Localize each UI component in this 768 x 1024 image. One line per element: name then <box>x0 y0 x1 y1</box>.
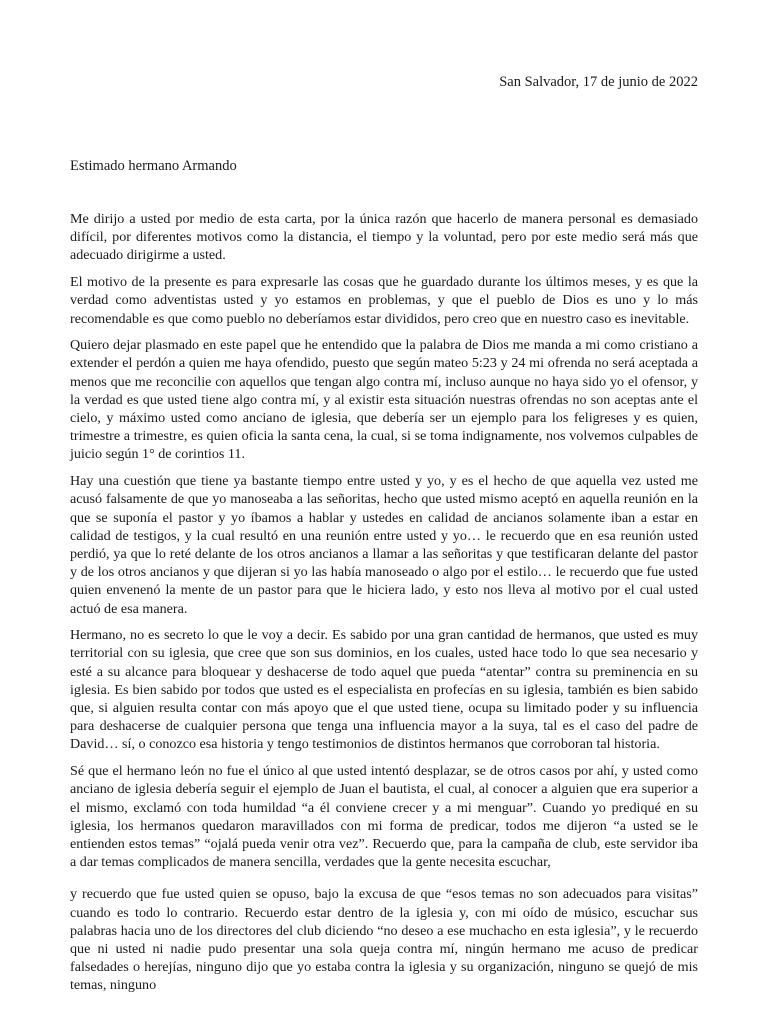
paragraph-7: y recuerdo que fue usted quien se opuso, bajo la excusa de que “esos temas no son adecuados para visitas” cuando es todo lo contrario. Recuerdo estar dentro de la iglesia y, con mi oído de músico, escuchar sus palabras hacia uno de los directores del club diciendo “no deseo a ese muchacho en esta iglesia”, y le recuerdo que ni usted ni nadie pudo presentar una sola queja contra mí, ningún hermano me acuso de predicar falsedades o herejías, ninguno dijo que yo estaba contra la iglesia y su organización, ninguno se quejó de mis temas, ninguno <box>70 886 698 994</box>
letter-body <box>70 210 698 1003</box>
greeting: Estimado hermano Armando <box>70 158 237 174</box>
paragraph-3: Quiero dejar plasmado en este papel que he entendido que la palabra de Dios me manda a mi como cristiano a extender el perdón a quien me haya ofendido, puesto que según mateo 5:23 y 24 mi ofrenda no será aceptada a menos que me reconcilie con aquellos que tengan algo contra mí, incluso aunque no haya sido yo el ofensor, y la verdad es que usted tiene algo contra mí, y al existir esta situación nuestras ofrendas no son aceptas ante el cielo, y máximo usted como anciano de iglesia, que debería ser un ejemplo para los feligreses y es quien, trimestre a trimestre, es quien oficia la santa cena, la cual, si se toma indignamente, nos volvemos culpables de juicio según 1° de corintios 11. <box>70 337 698 463</box>
paragraph-5: Hermano, no es secreto lo que le voy a decir. Es sabido por una gran cantidad de hermanos, que usted es muy territorial con su iglesia, que cree que son sus dominios, en los cuales, usted hace todo lo que sea necesario y esté a su alcance para bloquear y deshacerse de todo aquel que pueda “atentar” contra su preminencia en su iglesia. Es bien sabido por todos que usted es el especialista en profecías en su iglesia, también es bien sabido que, si alguien resulta contar con más apoyo que el que usted tiene, ocupa su limitado poder y su influencia para deshacerse de cualquier persona que tenga una influencia mayor a la suya, tal es el caso del padre de David… sí, o conozco esa historia y tengo testimonios de distintos hermanos que corroboran tal historia. <box>70 627 698 753</box>
paragraph-1: Me dirijo a usted por medio de esta carta, por la única razón que hacerlo de manera personal es demasiado difícil, por diferentes motivos como la distancia, el tiempo y la voluntad, pero por este medio será más que adecuado dirigirme a usted. <box>70 211 698 264</box>
paragraph-4: Hay una cuestión que tiene ya bastante tiempo entre usted y yo, y es el hecho de que aquella vez usted me acusó falsamente de que yo manoseaba a las señoritas, hecho que usted mismo aceptó en aquella reunión en la que se suponía el pastor y yo íbamos a hablar y ustedes en calidad de ancianos solamente iban a estar en calidad de testigos, y la cual resultó en una reunión entre usted y yo… le recuerdo que en esa reunión usted perdió, ya que lo reté delante de los otros ancianos a llamar a las señoritas y que testificaran delante del pastor y de los otros ancianos y que dijeran si yo las había manoseado o algo por el estilo… le recuerdo que fue usted quien envenenó la mente de un pastor para que le hiciera lado, y esto nos lleva al motivo por el cual usted actuó de esa manera. <box>70 473 698 617</box>
date-line: San Salvador, 17 de junio de 2022 <box>499 74 698 90</box>
paragraph-6: Sé que el hermano león no fue el único al que usted intentó desplazar, se de otros casos por ahí, y usted como anciano de iglesia debería seguir el ejemplo de Juan el bautista, el cual, al conocer a alguien que era superior a el mismo, exclamó con toda humildad “a él conviene crecer y a mi menguar”. Cuando yo prediqué en su iglesia, los hermanos quedaron maravillados con mi forma de predicar, todos me dijeron “a usted se le entienden estos temas” “ojalá pueda venir otra vez”. Recuerdo que, para la campaña de club, este servidor iba a dar temas complicados de manera sencilla, verdades que la gente necesita escuchar, <box>70 763 698 871</box>
paragraph-2: El motivo de la presente es para expresarle las cosas que he guardado durante los últimos meses, y es que la verdad como adventistas usted y yo estamos en problemas, y que el pueblo de Dios es uno y lo más recomendable es que como pueblo no deberíamos estar divididos, pero creo que en nuestro caso es inevitable. <box>70 274 698 327</box>
